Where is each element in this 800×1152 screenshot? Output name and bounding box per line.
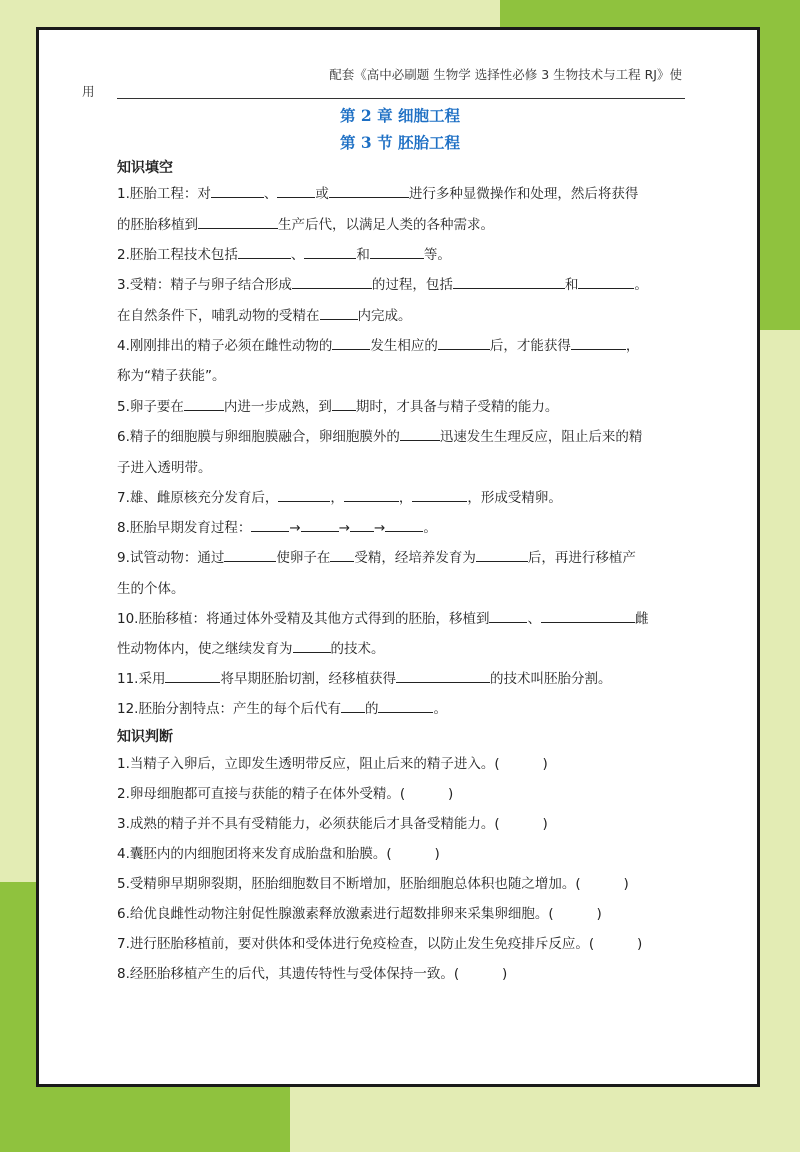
arrow-icon: → [374,520,386,536]
fill-question-1-cont [117,213,494,233]
q3-text-b: 的过程，包括 [371,277,453,293]
q1-text-c: 或 [315,186,329,202]
q4-text-b: 发生相应的 [370,338,438,354]
q3-text-d: 。 [634,277,648,293]
blank [301,530,339,532]
q2-text-c: 和 [356,247,370,263]
fill-question-12 [117,697,447,717]
q1-text-d: 进行多种显微操作和处理，然后将获得 [408,186,639,202]
fill-question-9-cont: 生的个体。 [117,581,185,597]
blank [293,651,331,653]
fill-question-5 [117,395,558,415]
fill-question-7 [117,486,562,506]
blank [198,227,278,229]
q9-text-c: 受精，经培养发育为 [354,550,476,566]
q2-text-b: 、 [290,247,305,263]
q3-text-a: 3.受精：精子与卵子结合形成 [117,277,292,293]
q6-text-b: 迅速发生生理反应，阻止后来的精 [439,429,643,445]
q1-text-b: 、 [263,186,278,202]
section-title: 第 3 节 胚胎工程 [340,133,460,152]
fill-question-1 [117,182,638,202]
fill-question-6 [117,425,642,445]
blank [378,711,433,713]
q4-text-d: ， [625,338,640,354]
q9-text-d: 后，再进行移植产 [527,550,636,566]
blank [453,287,565,289]
q3-text-c: 和 [564,277,579,293]
blank [278,500,330,502]
blank [304,257,356,259]
q1b-text-a: 的胚胎移植到 [117,217,198,233]
q2-text-a: 2.胚胎工程技术包括 [117,247,238,263]
q8-text-a: 8.胚胎早期发育过程： [117,520,252,536]
blank [341,711,365,713]
judge-item-2: 2.卵母细胞都可直接与获能的精子在体外受精。( ) [117,786,454,802]
blank [277,196,315,198]
blank [238,257,291,259]
fill-question-9 [117,546,636,566]
fill-question-8 [117,516,437,536]
q9-text-a: 9.试管动物：通过 [117,550,225,566]
blank [332,348,370,350]
blank [571,348,626,350]
judge-item-5: 5.受精卵早期卵裂期，胚胎细胞数目不断增加，胚胎细胞总体积也随之增加。( ) [117,876,629,892]
q6-text-a: 6.精子的细胞膜与卵细胞膜融合，卵细胞膜外的 [117,429,400,445]
q7-text-a: 7.雄、雌原核充分发育后， [117,490,279,506]
blank [184,409,224,411]
header-line-1: 配套《高中必刷题 生物学 选择性必修 3 生物技术与工程 RJ》使 [329,67,682,82]
judge-item-4: 4.囊胚内的内细胞团将来发育成胎盘和胎膜。( ) [117,846,440,862]
q8-text-end: 。 [423,520,437,536]
q1-text-a: 1.胚胎工程：对 [117,186,211,202]
blank [541,621,635,623]
blank [344,500,399,502]
q7-text-b: ， [330,490,344,506]
fill-question-10-cont [117,637,385,657]
q12-text-c: 。 [433,701,447,717]
judge-item-1: 1.当精子入卵后，立即发生透明带反应，阻止后来的精子进入。( ) [117,756,548,772]
fill-question-11 [117,667,611,687]
blank [489,621,527,623]
blank [330,560,354,562]
blank [412,500,467,502]
q10-text-b: 、 [527,611,541,627]
blank [292,287,372,289]
fill-question-3-cont [117,304,412,324]
q2-text-d: 等。 [423,247,451,263]
q5-text-a: 5.卵子要在 [117,399,184,415]
judge-item-7: 7.进行胚胎移植前，要对供体和受体进行免疫检查，以防止发生免疫排斥反应。( ) [117,936,643,952]
arrow-icon: → [289,520,301,536]
q5-text-b: 内进一步成熟，到 [223,399,332,415]
blank [370,257,424,259]
q11-text-b: 将早期胚胎切割，经移植获得 [220,671,396,687]
q5-text-c: 期时，才具备与精子受精的能力。 [355,399,559,415]
blank [320,318,358,320]
q4-text-c: 后，才能获得 [489,338,571,354]
fill-question-10 [117,607,648,627]
arrow-icon: → [338,520,351,536]
judge-item-3: 3.成熟的精子并不具有受精能力，必须获能后才具备受精能力。( ) [117,816,548,832]
fill-question-4-cont: 称为“精子获能”。 [117,368,226,384]
fill-question-2 [117,243,451,263]
judge-item-8: 8.经胚胎移植产生的后代，其遗传特性与受体保持一致。( ) [117,966,508,982]
blank [385,530,423,532]
blank [251,530,289,532]
q10b-text-a: 性动物体内，使之继续发育为 [117,641,293,657]
header-line-2: 用 [82,84,95,99]
fill-section-heading: 知识填空 [117,160,173,176]
blank [350,530,374,532]
q12-text-a: 12.胚胎分割特点：产生的每个后代有 [117,701,341,717]
judge-item-6: 6.给优良雌性动物注射促性腺激素释放激素进行超数排卵来采集卵细胞。( ) [117,906,602,922]
q10b-text-b: 的技术。 [330,641,385,657]
blank [438,348,490,350]
blank [400,439,440,441]
blank [211,196,264,198]
blank [396,681,490,683]
q7-text-d: ，形成受精卵。 [467,490,562,506]
blank [224,560,276,562]
judge-section-heading: 知识判断 [117,729,173,745]
fill-question-6-cont: 子进入透明带。 [117,460,212,476]
q12-text-b: 的 [364,701,379,717]
q3b-text-a: 在自然条件下，哺乳动物的受精在 [117,308,320,324]
q7-text-c: ， [398,490,413,506]
q4-text-a: 4.刚刚排出的精子必须在雌性动物的 [117,338,333,354]
q10-text-a: 10.胚胎移植：将通过体外受精及其他方式得到的胚胎，移植到 [117,611,490,627]
blank [476,560,528,562]
q11-text-c: 的技术叫胚胎分割。 [489,671,612,687]
q11-text-a: 11.采用 [117,671,166,687]
blank [329,196,409,198]
blank [578,287,634,289]
chapter-title: 第 2 章 细胞工程 [340,106,460,125]
blank [165,681,220,683]
fill-question-4 [117,334,639,354]
page-header [82,66,686,100]
q10-text-c: 雌 [634,611,649,627]
q1b-text-b: 生产后代，以满足人类的各种需求。 [278,217,494,233]
fill-question-3 [117,273,648,293]
q9-text-b: 使卵子在 [276,550,331,566]
q3b-text-b: 内完成。 [357,308,412,324]
blank [332,409,356,411]
header-divider [117,98,685,99]
